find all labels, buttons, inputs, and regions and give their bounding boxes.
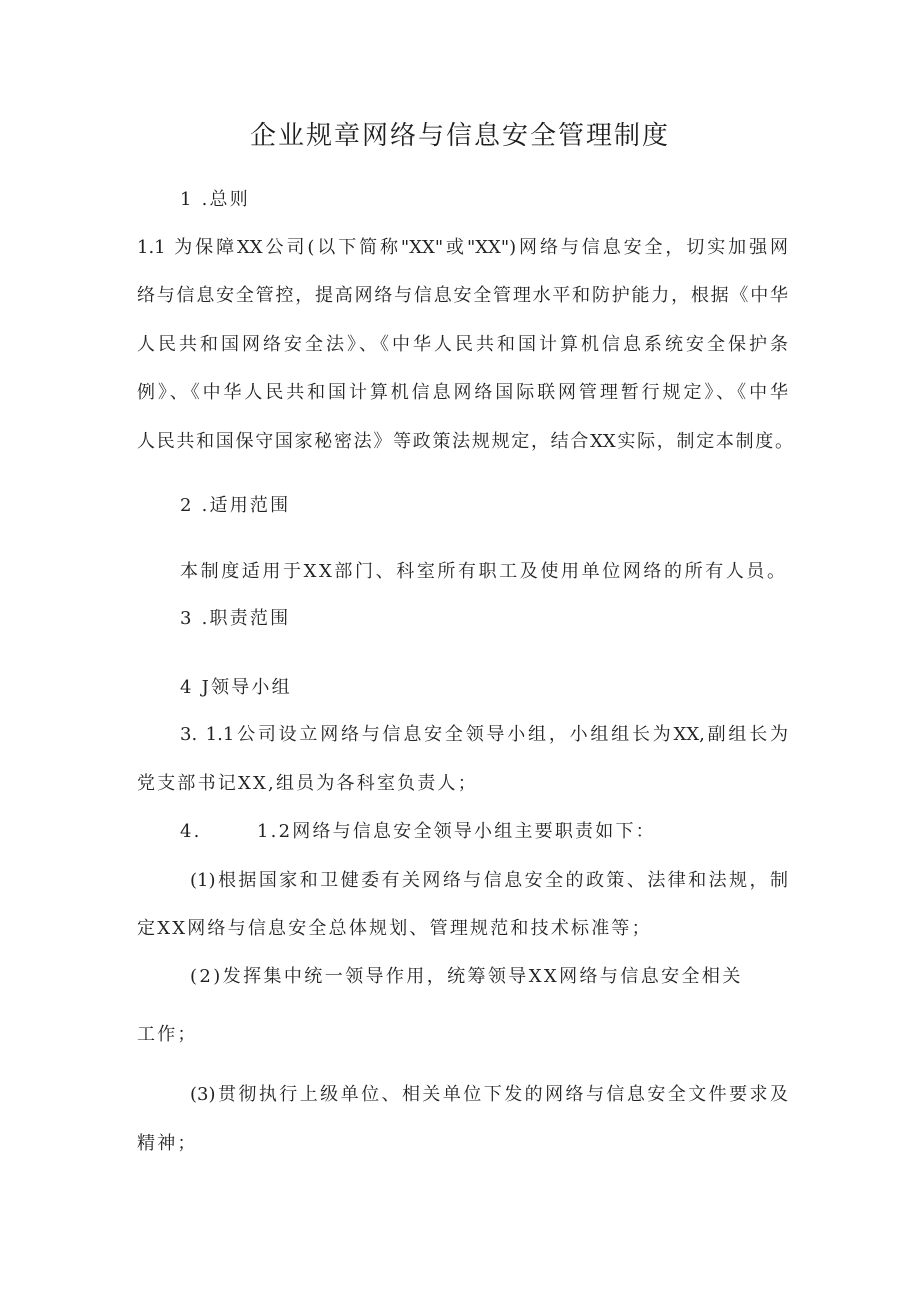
paragraph-line: 人民共和国网络安全法》、《中华人民共和国计算机信息系统安全保护条 (137, 334, 788, 355)
paragraph-line: 党支部书记XX,组员为各科室负责人； (137, 773, 478, 794)
list-item-line: (3)贯彻执行上级单位、相关单位下发的网络与信息安全文件要求及 (190, 1084, 788, 1105)
list-item-line: 定XX网络与信息安全总体规划、管理规范和技术标准等； (137, 918, 652, 939)
paragraph-line: 4. 1.2网络与信息安全领导小组主要职责如下： (180, 821, 656, 842)
paragraph-line: 络与信息安全管控，提高网络与信息安全管理水平和防护能力，根据《中华 (137, 285, 788, 306)
heading-responsibility: 3 .职责范围 (180, 608, 291, 629)
heading-leadership-group: 4 J领导小组 (180, 677, 292, 698)
list-item-line: 工作； (137, 1024, 198, 1045)
document-title: 企业规章网络与信息安全管理制度 (249, 121, 670, 151)
list-item-line: 精神； (137, 1133, 198, 1154)
paragraph-line: 人民共和国保守国家秘密法》等政策法规规定，结合XX实际，制定本制度。 (137, 431, 793, 452)
list-item-line: (1)根据国家和卫健委有关网络与信息安全的政策、法律和法规，制 (190, 870, 788, 891)
paragraph-line: 例》、《中华人民共和国计算机信息网络国际联网管理暂行规定》、《中华 (137, 382, 788, 403)
list-item-line: (2)发挥集中统一领导作用，统筹领导XX网络与信息安全相关 (190, 966, 743, 987)
paragraph-line: 1.1 为保障XX公司(以下简称"XX"或"XX")网络与信息安全，切实加强网 (137, 237, 788, 258)
heading-general: 1 .总则 (180, 189, 250, 210)
heading-scope: 2 .适用范围 (180, 495, 291, 516)
paragraph-line: 本制度适用于XX部门、科室所有职工及使用单位网络的所有人员。 (180, 561, 788, 582)
paragraph-line: 3. 1.1公司设立网络与信息安全领导小组，小组组长为XX,副组长为 (180, 724, 788, 745)
